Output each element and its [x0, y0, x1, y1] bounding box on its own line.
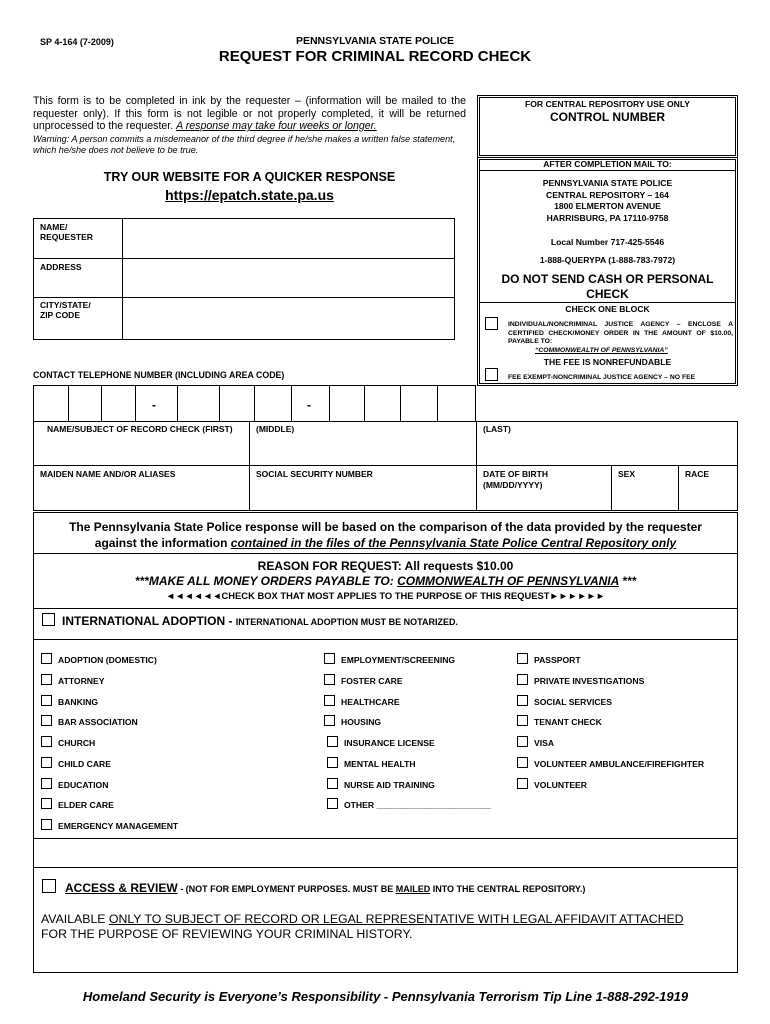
phone-label: CONTACT TELEPHONE NUMBER (INCLUDING AREA CODE)	[33, 370, 285, 380]
terrorism-tip-line: Homeland Security is Everyone’s Responsibility - Pennsylvania Terrorism Tip Line 1-888-292-1919	[82, 989, 689, 1004]
address-field[interactable]	[124, 259, 453, 296]
mailing-address: PENNSYLVANIA STATE POLICE CENTRAL REPOSITORY – 164 1800 ELMERTON AVENUE HARRISBURG, PA 17110-9758	[542, 178, 673, 223]
ssn-label: SOCIAL SECURITY NUMBER	[256, 469, 373, 479]
toll-free-number: 1-888-QUERYPA (1-888-783-7972)	[539, 255, 676, 265]
agency-fee-checkbox[interactable]	[485, 317, 498, 330]
purpose-visa[interactable]: VISA	[517, 736, 554, 748]
name-field[interactable]	[124, 219, 453, 257]
website-url[interactable]: https://epatch.state.pa.us	[165, 187, 334, 203]
maiden-name-field[interactable]	[34, 482, 248, 510]
purpose-banking[interactable]: BANKING	[41, 695, 98, 707]
purpose-adoption-domestic[interactable]: ADOPTION (DOMESTIC)	[41, 653, 157, 665]
first-name-field[interactable]	[34, 436, 248, 464]
purpose-foster-care[interactable]: FOSTER CARE	[324, 674, 403, 686]
page-title: REQUEST FOR CRIMINAL RECORD CHECK	[218, 48, 532, 65]
form-number: SP 4-164 (7-2009)	[40, 37, 114, 47]
purpose-insurance-license[interactable]: INSURANCE LICENSE	[327, 736, 435, 748]
purpose-volunteer-ambulance-firefighter[interactable]: VOLUNTEER AMBULANCE/FIREFIGHTER	[517, 757, 704, 769]
purpose-elder-care[interactable]: ELDER CARE	[41, 798, 114, 810]
international-adoption-checkbox[interactable]	[42, 613, 55, 626]
purpose-church[interactable]: CHURCH	[41, 736, 95, 748]
intro-text	[33, 95, 466, 133]
agency-name: PENNSYLVANIA STATE POLICE	[295, 35, 455, 47]
city-label: CITY/STATE/ ZIP CODE	[40, 300, 91, 320]
reason-heading: REASON FOR REQUEST: All requests $10.00	[257, 559, 514, 573]
website-heading: TRY OUR WEBSITE FOR A QUICKER RESPONSE	[103, 170, 396, 184]
dob-field[interactable]	[477, 492, 610, 510]
check-box-instruction: ◄◄◄◄◄◄CHECK BOX THAT MOST APPLIES TO THE PURPOSE OF THIS REQUEST►►►►►►	[165, 590, 606, 601]
maiden-name-label: MAIDEN NAME AND/OR ALIASES	[40, 469, 176, 479]
money-order-notice: ***MAKE ALL MONEY ORDERS PAYABLE TO: COMMONWEALTH OF PENNSYLVANIA ***	[134, 574, 637, 588]
control-number-label: CONTROL NUMBER	[549, 110, 666, 124]
comparison-line-1: The Pennsylvania State Police response will be based on the comparison of the data provided by the requester	[69, 520, 702, 534]
international-adoption-option[interactable]: INTERNATIONAL ADOPTION - INTERNATIONAL ADOPTION MUST BE NOTARIZED.	[42, 613, 458, 628]
purpose-housing[interactable]: HOUSING	[324, 715, 381, 727]
comparison-line-2: against the information contained in the files of the Pennsylvania State Police Central Repository only	[94, 536, 677, 550]
purpose-child-care[interactable]: CHILD CARE	[41, 757, 111, 769]
purpose-education[interactable]: EDUCATION	[41, 778, 108, 790]
nonrefundable-notice: THE FEE IS NONREFUNDABLE	[543, 357, 672, 367]
blank-row	[33, 838, 738, 868]
purpose-volunteer[interactable]: VOLUNTEER	[517, 778, 587, 790]
check-one-label: CHECK ONE BLOCK	[565, 304, 650, 314]
purpose-emergency-management[interactable]: EMERGENCY MANAGEMENT	[41, 819, 178, 831]
agency-fee-option: INDIVIDUAL/NONCRIMINAL JUSTICE AGENCY – ENCLOSE A CERTIFIED CHECK/MONEY ORDER IN THE AMOUNT OF $10.00, PAYABLE TO:	[508, 321, 733, 346]
middle-name-label: (MIDDLE)	[256, 424, 295, 434]
purpose-social-services[interactable]: SOCIAL SERVICES	[517, 695, 612, 707]
no-cash-notice: DO NOT SEND CASH OR PERSONAL CHECK	[501, 272, 714, 301]
local-number: Local Number 717-425-5546	[550, 237, 665, 247]
purpose-healthcare[interactable]: HEALTHCARE	[324, 695, 400, 707]
ssn-field[interactable]	[250, 482, 475, 510]
address-label: ADDRESS	[40, 262, 82, 272]
phone-dash-2: -	[307, 398, 311, 412]
purpose-employment-screening[interactable]: EMPLOYMENT/SCREENING	[324, 653, 455, 665]
response-note: A response may take four weeks or longer.	[176, 120, 377, 132]
middle-name-field[interactable]	[250, 436, 475, 464]
warning-text: Warning: A person commits a misdemeanor of the third degree if he/she makes a written false statement, which he/she does not believe to be true.	[33, 134, 456, 155]
sex-field[interactable]	[612, 482, 677, 510]
purpose-bar-association[interactable]: BAR ASSOCIATION	[41, 715, 138, 727]
purpose-attorney[interactable]: ATTORNEY	[41, 674, 104, 686]
phone-dash-1: -	[152, 398, 156, 412]
access-review-option[interactable]: ACCESS & REVIEW - (NOT FOR EMPLOYMENT PURPOSES. MUST BE MAILED INTO THE CENTRAL REPOSITORY.)	[42, 879, 585, 895]
purpose-private-investigations[interactable]: PRIVATE INVESTIGATIONS	[517, 674, 644, 686]
purpose-other[interactable]: OTHER ________________________	[327, 798, 491, 810]
repository-use-only: FOR CENTRAL REPOSITORY USE ONLY	[524, 99, 691, 109]
purpose-tenant-check[interactable]: TENANT CHECK	[517, 715, 602, 727]
city-state-zip-field[interactable]	[124, 298, 453, 339]
access-availability: AVAILABLE ONLY TO SUBJECT OF RECORD OR LEGAL REPRESENTATIVE WITH LEGAL AFFIDAVIT ATTACHED FOR THE PURPOSE OF REVIEWING YOUR CRIMINAL HISTORY.	[41, 912, 684, 941]
last-name-field[interactable]	[477, 436, 737, 464]
last-name-label: (LAST)	[483, 424, 511, 434]
name-label: NAME/ REQUESTER	[40, 222, 93, 242]
access-review-checkbox[interactable]	[42, 879, 56, 893]
race-field[interactable]	[679, 482, 737, 510]
purpose-passport[interactable]: PASSPORT	[517, 653, 581, 665]
purpose-nurse-aid-training[interactable]: NURSE AID TRAINING	[327, 778, 435, 790]
intro-instructions: This form is to be completed in ink by the requester – (information will be mailed to the requester only). If this form is not legible or not properly completed, it will be returned unprocessed to the requester.	[33, 95, 466, 132]
purpose-mental-health[interactable]: MENTAL HEALTH	[327, 757, 416, 769]
race-label: RACE	[685, 469, 710, 479]
fee-exempt-checkbox[interactable]	[485, 368, 498, 381]
payable-to: “COMMONWEALTH OF PENNSYLVANIA”	[535, 347, 668, 354]
fee-exempt-option: FEE EXEMPT-NONCRIMINAL JUSTICE AGENCY – NO FEE	[508, 374, 696, 381]
sex-label: SEX	[618, 469, 636, 479]
first-name-label: NAME/SUBJECT OF RECORD CHECK (FIRST)	[47, 424, 233, 434]
mail-to-label: AFTER COMPLETION MAIL TO:	[543, 159, 672, 169]
dob-label: DATE OF BIRTH (MM/DD/YYYY)	[483, 469, 549, 490]
